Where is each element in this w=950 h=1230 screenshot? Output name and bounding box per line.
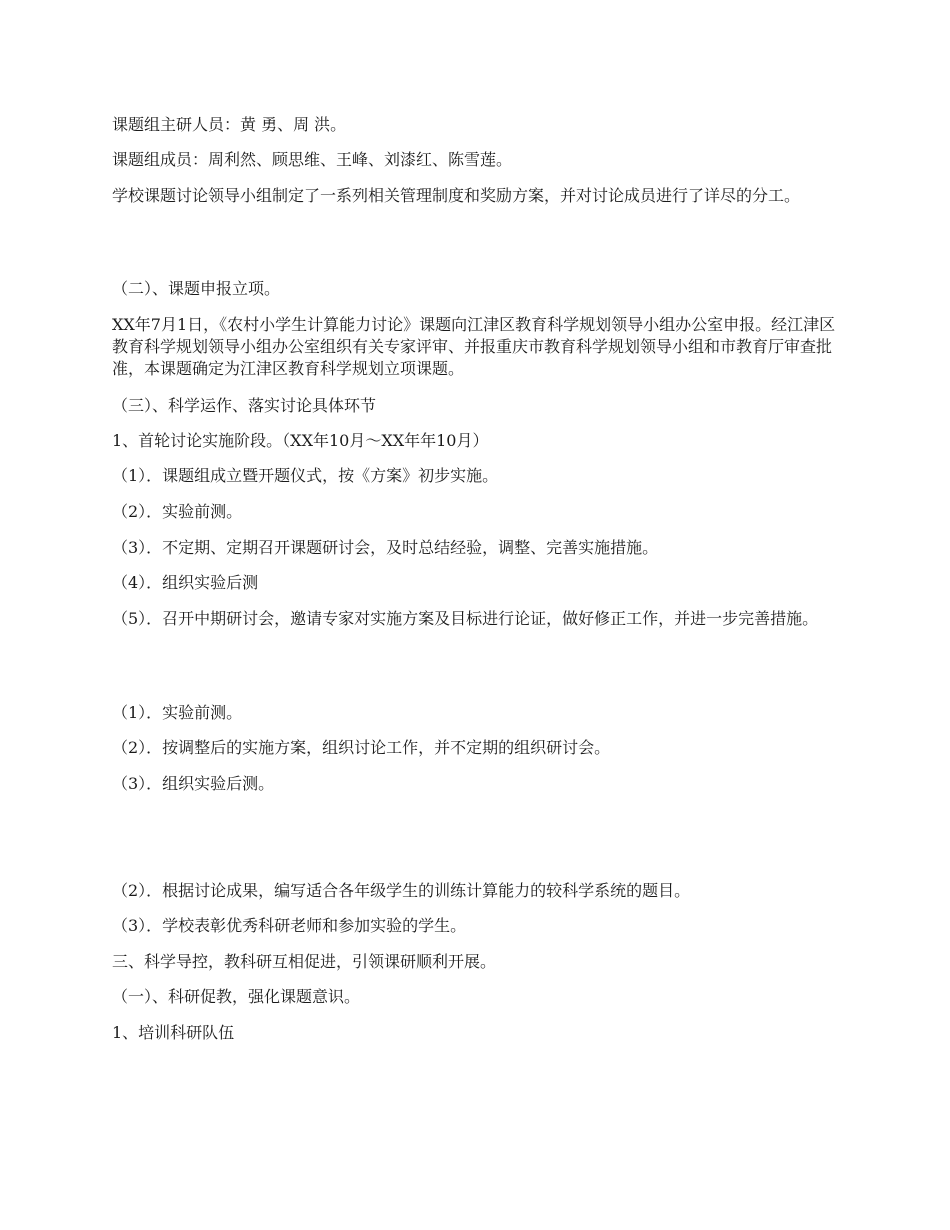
- list-item: （3）．组织实验后测。: [112, 774, 275, 793]
- paragraph-leadership-group: 学校课题讨论领导小组制定了一系列相关管理制度和奖励方案，并对讨论成员进行了详尽的分工。: [112, 186, 801, 205]
- list-item: （4）．组织实验后测: [112, 573, 259, 592]
- paragraph-first-round: 1、首轮讨论实施阶段。（XX年10月～XX年年10月）: [112, 431, 489, 450]
- paragraph-group-members: 课题组成员：周利然、顾思维、王峰、刘漆红、陈雪莲。: [112, 150, 513, 169]
- heading-section-three: 三、科学导控，教科研互相促进，引领课研顺利开展。: [112, 952, 497, 971]
- heading-scientific-operation: （三）、科学运作、落实讨论具体环节: [112, 396, 377, 415]
- list-item: （3）．学校表彰优秀科研老师和参加实验的学生。: [112, 916, 467, 935]
- list-item: （2）．按调整后的实施方案，组织讨论工作，并不定期的组织研讨会。: [112, 738, 611, 757]
- list-item: （1）．实验前测。: [112, 703, 243, 722]
- list-item: （3）．不定期、定期召开课题研讨会，及时总结经验，调整、完善实施措施。: [112, 538, 659, 557]
- heading-research-promotes-teaching: （一）、科研促教，强化课题意识。: [112, 987, 361, 1006]
- list-item: （1）．课题组成立暨开题仪式，按《方案》初步实施。: [112, 466, 499, 485]
- heading-project-application: （二）、课题申报立项。: [112, 279, 281, 298]
- list-item: （2）．实验前测。: [112, 502, 243, 521]
- paragraph-application-details: XX年7月1日，《农村小学生计算能力讨论》课题向江津区教育科学规划领导小组办公室申报。经江津区教育科学规划领导小组办公室组织有关专家评审、并报重庆市教育科学规划领导小组和市教育厅审查批准，本课题确定为江津区教育科学规划立项课题。: [112, 315, 836, 378]
- list-item: （5）．召开中期研讨会，邀请专家对实施方案及目标进行论证，做好修正工作，并进一步完善措施。: [112, 609, 819, 628]
- list-item: （2）．根据讨论成果，编写适合各年级学生的训练计算能力的较科学系统的题目。: [112, 881, 691, 900]
- paragraph-train-research-team: 1、培训科研队伍: [112, 1023, 235, 1042]
- paragraph-main-researchers: 课题组主研人员：黄 勇、周 洪。: [112, 115, 347, 134]
